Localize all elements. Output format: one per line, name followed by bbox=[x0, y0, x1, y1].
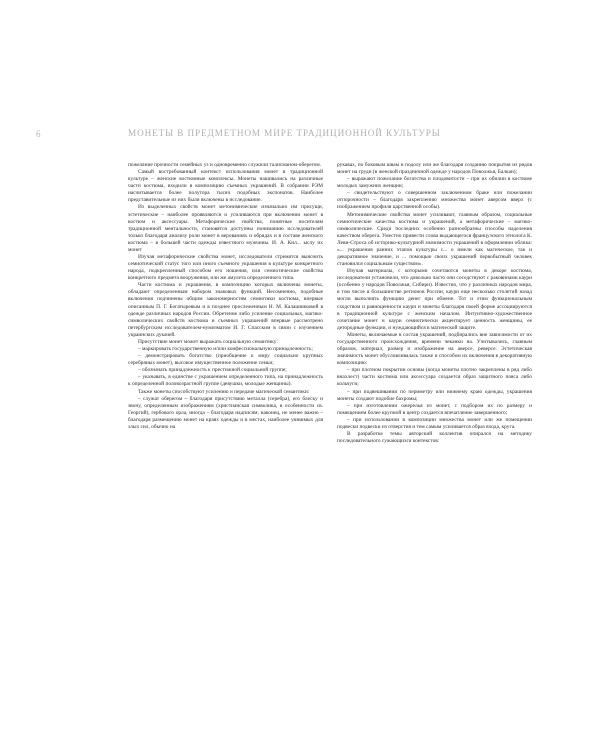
list-item: – служат оберегом – благодаря присутствию металла (серебра), его блеску и звону, определенным изображениям (христианская символика, в особенности св. Георгий), гербового орла, иногда – благодаря надписям; наконец, не менее важно – благодаря размещению монет на краях одежды и в местах, наиболее уязвимых для злых сил, обычно на bbox=[128, 395, 323, 430]
paragraph: Также монеты способствуют усилению и передаче магической семантики: bbox=[138, 388, 310, 395]
paragraph: Метонимические свойства монет усиливают, главным образом, социальные семиотические качества костюма и украшений, а метафорические – магико-символические. Среди последних особенно разнообразны способы наделения качеством оберега. Уместно привести слова выдающегося французского этнолога К. Леви-Строса об историко-культурной значимости украшений в оформлении облика: «... украшения ранних этапов культуры с... о имели как магическое, так и декоративное значение, и ... помощью своих украшений первобытный человек становился социальным существом». bbox=[337, 211, 532, 268]
paragraph: Присутствие монет может выражать социальную семантику: bbox=[138, 338, 278, 345]
list-item: – выражают пожелание богатства и плодовитости – при их обилии в костюме молодых замужних женщин; bbox=[337, 176, 532, 190]
left-text-column bbox=[128, 162, 323, 431]
list-item: – маркировать государственную и/или конфессиональную принадлежность; bbox=[138, 346, 313, 353]
list-item: – указывать, в единстве с украшением определенного типа, на принадлежность к определенной половозрастной группе (девушки, молодые женщины). bbox=[128, 374, 323, 388]
paragraph: рукавах, по боковым швам и подолу или же благодаря созданию покрытия из рядов монет на груди (в женской праздничной одежде у народов Поволжья, Балкан); bbox=[337, 162, 532, 176]
paragraph: Монеты, включаемые в состав украшений, подбирались вне зависимости от их государственного происхождения, времени чеканки на. Учитывались, главным образом, материал, размер и изображение на аверсе, реверсе. Эстетическая значимость монет обусловливалась также и способом их включения в декоративную композицию: bbox=[337, 331, 532, 367]
paragraph: Самый востребованный контекст использования монет в традиционной культуре – женские костюмные комплексы. Монеты нашивались на различные части костюма, входили в композицию съемных украшений. В собрании РЭМ насчитывается более полутора тысяч подобных экспонатов. Наиболее представительные из них были включены в исследование. bbox=[128, 169, 323, 204]
list-item: – при изготовлении ожерелья из монет, с подбором их по размеру и помещением более крупной в центр создается впечатление завершенного; bbox=[337, 402, 532, 416]
list-item: – при использовании в композиции множества монет или же помещении подвески подвески из отверстия и тем самым усиливается образ входа, круга. bbox=[337, 416, 532, 430]
page-number: 6 bbox=[36, 129, 41, 139]
paragraph: Изучая метафорические свойства монет, исследователи стремятся выяснить семиотический статус того или иного съемного украшения в культуре конкретного народа, подкрепленный способом его ношения, или семиотические свойства конкретного предмета вооружения, или же амулета определенного типа. bbox=[128, 254, 323, 282]
list-item: – при подвешивании по периметру или нижнему краю одежды, украшения монеты создают подобие бахромы; bbox=[337, 388, 532, 402]
paragraph: Изучая материалы, с которыми сочетаются монеты в декоре костюма, исследователи установили, что довольно часто они соседствуют с раковинами каури (особенно у народов Поволжья, Сибири). Известно, что у различных народов мира, в том числе в большинстве регионов России, каури еще несколько столетий назад могли выполнять функцию денег при обмене. Тот и этим функциональным сходством и равноценности каури и монеты благодаря своей форме ассоциируются в традиционной культуре с женским началом. Интуитивно-художественное сочетание монет и каури семиотически акцентирует ценность женщины, ее детородные функции, и нуждающийся в магической защите. bbox=[337, 268, 532, 331]
list-item: – обозначать принадлежность к престижной социальной группе; bbox=[138, 367, 287, 374]
paragraph: Части костюма и украшения, в композицию которых включены монеты, обладают определенным набором знаковых функций. Несомненно, подобные включения подчинены общим закономерностям семиотики костюма, впервые описанным П. Г. Богатыревым и в позднее прослеженным Н. М. Калашниковой в одежде различных народов России. Обретение либо усиление социальных, магико-символических свойств костюма и съемных украшений впервые рассмотрено петербургским исследователем-нумизматом И. Г. Спасским в связи с изучением украинских дукачей. bbox=[128, 282, 323, 338]
paragraph: В разработке темы авторский коллектив опирался на методику последовательного сужающихся контекстов: bbox=[337, 430, 532, 445]
list-item: – свидетельствуют о совершенном заключенном браке или пожелании отпорочности – благодаря закреплению множества монет аверсом вверх (с изображением профиля царственной особы). bbox=[337, 190, 532, 211]
right-text-column bbox=[337, 162, 532, 445]
running-header: МОНЕТЫ В ПРЕДМЕТНОМ МИРЕ ТРАДИЦИОННОЙ КУЛЬТУРЫ bbox=[128, 128, 441, 138]
paragraph: Из выделенных свойств монет метонимические изначально им присущи, эстетические – наиболее проявляются и усиливаются при включении монет в костюм и аксессуары. Метафорические свойства, понятные носителям традиционной ментальности, становятся доступны пониманию исследователей только благодаря анализу роли монет в верованиях и обрядах и в составе женского костюма – в большей части одежды известного мужчины. И. А. Кил... ыслу их монет bbox=[128, 204, 323, 253]
paragraph: пожелание прочности семейных уз и одновременно служили талисманом-оберегом. bbox=[128, 162, 322, 168]
list-item: – демонстрировать богатство (приобщение к миру социально крупных серебряных монет), высокое имущественное положение семьи; bbox=[128, 353, 323, 367]
list-item: – при плотном покрытии основы (когда монеты плотно закреплены в ряд либо внахлест) части костюма или аксессуара создается образ защитного пояса либо кольчуги; bbox=[337, 367, 532, 388]
